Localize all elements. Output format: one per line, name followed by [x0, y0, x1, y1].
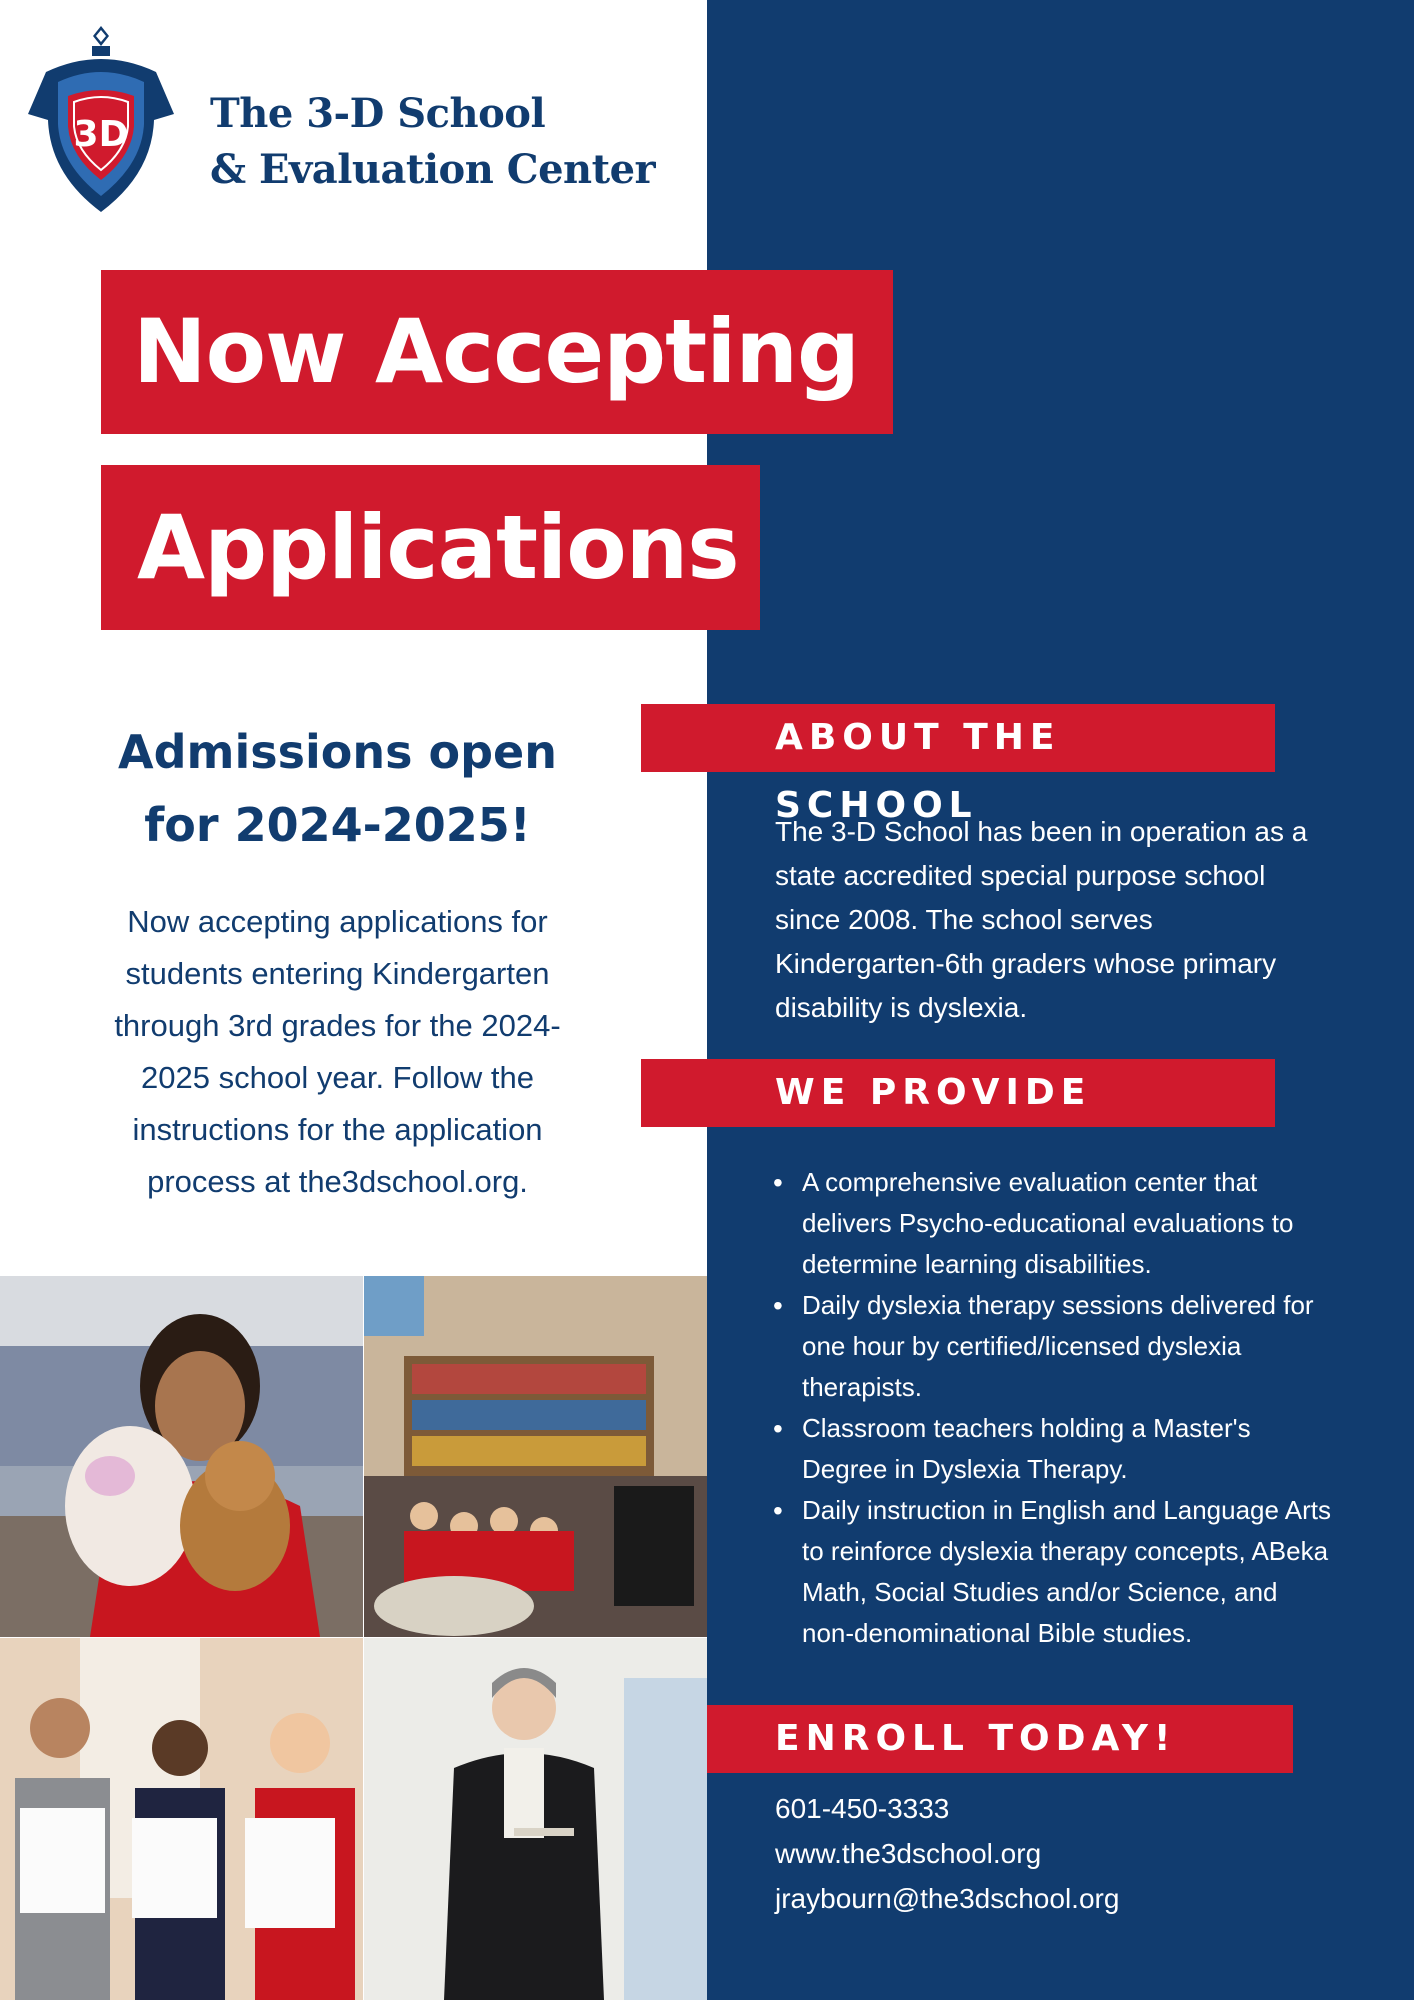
provide-list	[775, 1162, 1335, 1654]
school-crest-logo	[26, 24, 176, 214]
about-body: The 3-D School has been in operation as a state accredited special purpose school since 2008. The school serves Kindergarten-6th graders whose primary disability is dyslexia.	[775, 816, 1308, 1023]
brand-line-1: The 3-D School	[210, 90, 546, 137]
admissions-headline	[60, 716, 615, 862]
admissions-headline-line-2: for 2024-2025!	[144, 798, 531, 852]
provide-item: • Classroom teachers holding a Master's Degree in Dyslexia Therapy.	[775, 1408, 1335, 1490]
banner-now-accepting: Now Accepting	[101, 270, 893, 434]
photo-students-holding-worksheets	[0, 1638, 363, 2000]
provide-heading: WE PROVIDE	[641, 1059, 1275, 1127]
admissions-headline-line-1: Admissions open	[118, 725, 557, 779]
contact-info	[775, 1786, 1119, 1921]
enroll-heading: ENROLL TODAY!	[658, 1705, 1293, 1773]
contact-phone: 601-450-3333	[775, 1793, 950, 1824]
brand-name	[210, 86, 655, 198]
photo-student-with-stuffed-animals	[0, 1276, 363, 1637]
photo-classroom-reading	[364, 1276, 707, 1637]
brand-line-2: & Evaluation Center	[210, 146, 656, 193]
contact-email: jraybourn@the3dschool.org	[775, 1883, 1120, 1914]
photo-historical-costume-presenter	[364, 1638, 707, 2000]
about-heading: ABOUT THE SCHOOL	[641, 704, 1275, 772]
contact-website: www.the3dschool.org	[775, 1838, 1042, 1869]
provide-item: • A comprehensive evaluation center that delivers Psycho-educational evaluations to determine learning disabilities.	[775, 1162, 1335, 1285]
logo-lettering: 3D	[73, 114, 129, 155]
provide-item: • Daily dyslexia therapy sessions delivered for one hour by certified/licensed dyslexia therapists.	[775, 1285, 1335, 1408]
provide-item: • Daily instruction in English and Language Arts to reinforce dyslexia therapy concepts, ABeka Math, Social Studies and/or Science, and non-denominational Bible studies.	[775, 1490, 1335, 1654]
banner-applications: Applications	[101, 465, 760, 630]
admissions-body: Now accepting applications for students entering Kindergarten through 3rd grades for the 2024-2025 school year. Follow the instructions for the application process at the3dschool.org.	[114, 904, 561, 1199]
